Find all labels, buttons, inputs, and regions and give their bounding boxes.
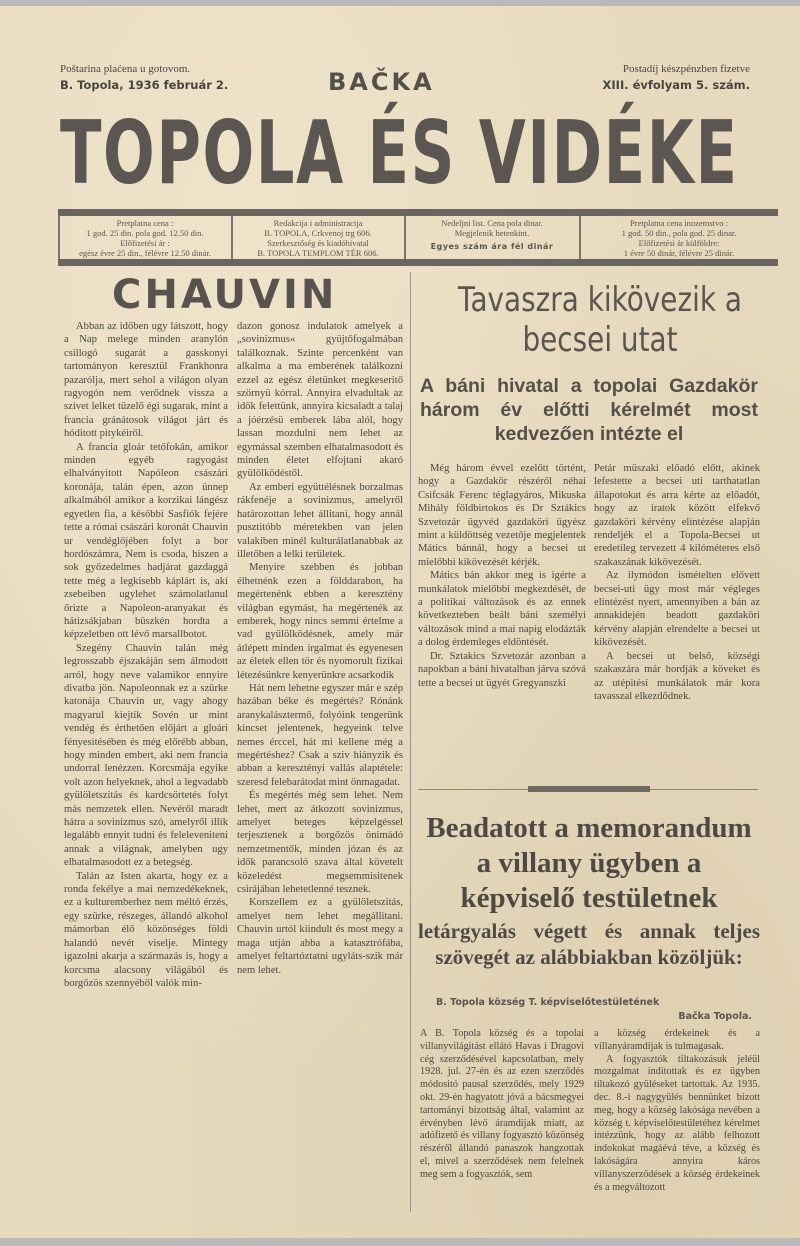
info-line: Megjelenik hetenkint.	[454, 228, 530, 238]
memorandum-column-2	[594, 1028, 760, 1194]
memorandum-subheadline: letárgyalás végett és annak teljes szövegét az alábbiakban közöljük:	[418, 919, 760, 969]
memorandum-column-1	[420, 1028, 584, 1182]
chauvin-headline: CHAUVIN	[112, 272, 338, 318]
info-line: Nedeljni list. Cena pola dinar.	[441, 218, 543, 228]
subscription-info-foreign	[581, 218, 777, 258]
tavasz-headline: Tavaszra kikövezik a becsei utat	[458, 280, 742, 360]
paragraph: Petár müszaki előadó előtt, akinek lefestette a becsei uti tarthatatlan állapotokat és arra kérte az előadót, hogy az iratok között elfekvő gazdaköri kérvény elintézése alapján rendeljék el a Topola-Becsei ut eredetileg tervezett 4 kilóméteres első szakaszának kikövezését.	[594, 463, 760, 568]
paragraph: A fogyasztók tiltakozásuk jeléül mozgalmat inditottak és ez ügyben tiltakozó gyüléseket tartottak. Az 1935. dec. 8.-i nagygyülés bennünket bizott meg, hogy a község lakósága nevében a község t. képviselőtestületéhez kérelmet intézzünk, hogy az alább felhozott indokokat magáévá téve, a község és lakóságára annyira káros villanyszerződések a község érdekeinek és a megváltozott	[594, 1053, 760, 1193]
price-info	[406, 218, 578, 252]
info-line: Előfizetési ár külföldre:	[638, 238, 720, 248]
tavasz-column-1	[418, 462, 586, 690]
info-line: Szerkesztőség és kiadóhivatal	[267, 238, 369, 248]
info-line: B. TOPOLA, Crkvenoj trg 606.	[264, 228, 372, 238]
paragraph: Még három évvel ezelőtt történt, hogy a Gazdakör részéről néhai Csifcsák Ferenc téglagyáros, Mikuska Mihály földbirtokos és Dr Sztákics Szvetozár ügyvéd gazdaköri ügyész mint a küldöttség vezetője megjelentek Mátics bánnál, hogy a becsei ut mielőbbi kikövezését kérjék.	[418, 463, 586, 568]
paragraph: dazon gonosz indulatok amelyek a „sovinizmus« gyüjtőfogalmában találkoznak. Szinte percenként van alkalma a ma emberének találkozni ezzel az egész életünket megkeseritő szörnyü kórral. Annyira elvadultak az idők felettünk, annyira kicsaladt a talaj a jóérzésü emberek lába alól, hogy lassan mozdulni nem lehet az egymással szemben elhatalmasodott és minden életet elfojtani akaró gyülölködéstől.	[237, 321, 403, 480]
volume-issue: XIII. évfolyam 5. szám.	[602, 78, 750, 92]
masthead-rule-bottom	[58, 259, 778, 266]
postage-note: Poštarina plaćena u gotovom.	[60, 63, 191, 75]
separator-ornament	[528, 786, 650, 792]
region-label: BAČKA	[328, 68, 435, 96]
single-copy-price: Egyes szám ára fél dinár	[430, 242, 554, 251]
newspaper-page	[0, 6, 800, 1238]
info-line: B. TOPOLA TEMPLOM TÉR 606.	[257, 248, 379, 258]
paragraph: Menyire szebben és jobban élhetnénk ezen a földdarabon, ha megértenénk ebben a keresztény világban egymást, ha megértenék az emberek, hogy nincs semmi értelme a vad gyülölködésnek, amely már átlépett minden irgalmat és egyenesen az életek ellen tör és nyomorult fizikai létezésünkre kenyerünkre acsarkodik	[237, 562, 403, 681]
info-line: Pretplatna cena inozemstvo :	[630, 218, 728, 228]
info-line: egész évre 25 din., félévre 12.50 dinár.	[79, 248, 211, 258]
paragraph: A francia gloár tetőfokán, amikor minden egyéb ragyogást elhalványitott Napóleon császári koronája, talán épen, azon ünnep alkalmából amikor a korzikai lángész egyetlen fia, a későbbi Sasfiók fejére tette a római császári koronát Chauvin ur vendéglőjében folyt a bor hordószámra, Nem is csoda, hiszen a sok győzedelmes hadjárat gazdaggá tette még a legkisebb káplárt is, aki zsebeiben ugylehet számolatlanul őrizte a Napoleon-aranyakat és hátizsákjaban büszkén hordta a képzeletben ott lévő marsallbotot.	[64, 441, 228, 641]
paragraph: És megértés még sem lehet. Nem lehet, mert az átkozott sovinizmus, amelyet beteges képzelgéssel terjesztenek a borgőzös önimádó nemzetmentők, minden józan és az idők parancsoló szava által követelt közeledést megsemmisitenek csirájában lehetetlenné tesznek.	[237, 790, 403, 896]
info-line: Redakcija i administracija	[273, 218, 363, 228]
chauvin-column-1	[64, 320, 228, 990]
paragraph: Talán az Isten akarta, hogy ez a ronda fekélye a mai nemzedékeknek, ez a kulturemberhez nem méltó érzés, egy szürke, részeges, állandó alkohol mámorban élő közönséges földi halandó nevét viselje. Mintegy igazolni akarja a származás is, hogy a korcsma alacsony világából és borgőzös szennyéből valók min-	[64, 870, 228, 989]
column-divider	[410, 272, 411, 1212]
paragraph: Szegény Chauvin talán még legrosszabb éjszakáján sem álmodott arról, hogy neve valamikor ennyire divatba jön. Napoleonnak ez a szürke katonája Chauvin ur, vagy ahogy magyarul kiejtik Sovén ur mint vendég és érthetően előjárt a gloári fényesitésében és még előrébb abban, hogy minden embert, aki nem francia undorral lenézzen. Korcsmája egyike volt azon helyeknek, ahol a legvadabb gyülöletszitás és kardcsörtetés folyt más nemzetek ellen. Nevéről maradt hátra a sovinizmus szó, amelyről illik legalább ennyit tudni és feleleveniteni annak a világnak, amelyben ugy elhatalmasodott ez a betegség.	[64, 642, 228, 869]
paragraph: Abban az időben ugy látszott, hogy a Nap melege minden aranylón csillogó sugarát a gasskonyi tartományon keresztül Frankhonra pazarólja, mert sehol a világon olyan ragyogón nem verődnek vissza a szivet lelket tüzelő égi sugarak, mint a francia gránátosok világot járt és hóditott pitykéiről.	[64, 321, 228, 440]
paragraph: A becsei ut belső, községi szakaszára már hordják a köveket és az utépitési munkálatok már kora tavasszal elkezdődnek.	[594, 650, 760, 702]
chauvin-column-2	[237, 320, 403, 977]
memorandum-headline: Beadatott a memorandum a villany ügyben a képviselő testületnek	[426, 812, 752, 914]
info-line: Pretplatna cena :	[116, 218, 174, 228]
subscription-info-domestic	[60, 218, 230, 258]
tavasz-subheadline: A báni hivatal a topolai Gazdakör három év előtti kérelmét most kedvezően intézte el	[420, 375, 758, 445]
info-line: 1 god. 50 din., pola god. 25 dinar.	[621, 228, 737, 238]
paragraph: a község érdekeinek és a villanyáramdijak is tulmagasak.	[594, 1028, 760, 1052]
editorial-office-info	[233, 218, 403, 258]
postage-paid-note: Postadíj készpénzben fizetve	[622, 63, 750, 75]
paragraph: Dr. Sztakics Szvetozár azonban a napokban a báni hivatalban járva szóvá tette a becsei ut ügyét Gregyanszki	[418, 650, 586, 689]
issue-date: B. Topola, 1936 február 2.	[60, 78, 229, 92]
paragraph: Hát nem lehetne egyszer már e szép hazában béke és megértés? Rónánk aranykalásztermő, folyóink tengerünk kincset jelentenek, hegyeink telve nemes érccel, hát mi kellene még a megértéshez? Csak a sziv hiányzik és abban a keresztényi vallás alaptétele: szeresd felebarátodat mint önmagadat.	[237, 682, 403, 788]
paragraph: Korszellem ez a gyülöletszitás, amelyet nem lehet megállitani. Chauvin urtól kiindult és most megy a maga utján abba a katasztrófába, amelyet feltartóztatni ugyláts-szik már nem lehet.	[237, 897, 403, 976]
paragraph: Mátics bán akkor meg is igérte a munkálatok mielőbbi megkezdését, de a politikai változások és az ennek következteben beált báni személyi változások mind a mai napig elodázták a dolog érdemleges eldöntését.	[418, 570, 586, 649]
info-line: 1 god. 25 din. pola god. 12.50 din.	[86, 228, 204, 238]
masthead-rule-top	[58, 209, 778, 216]
info-line: 1 évre 50 dinár, félévre 25 dinár.	[623, 248, 735, 258]
tavasz-column-2	[594, 462, 760, 703]
paragraph: A B. Topola község és a topolai villanyvilágitást ellátó Havas i Dragovi cég szerződésével kapcsolatban, mely 1928. jul. 27-én és az ezen szerződés módositó pausal szerződés, mely 1929 okt. 29-én hagyatott jóvá a bácsmegyei tartományi bizottság által, valamint az érvényben lévő áramdijak miatt, az adófizető és villany fogyasztó közönség részéről állandó panaszok hangzottak el, mivel a szerződések nem felelnek meg sem a fogyasztók, sem	[420, 1028, 584, 1180]
address-line-1: B. Topola község T. képviselőtestületének	[436, 997, 660, 1008]
newspaper-title: TOPOLA ÉS VIDÉKE	[60, 103, 739, 205]
paragraph: Az ilymódon ismételten elővett becsei-uti ügy most már végleges elintézést nyert, amennyiben a bán az annakidején beadott gazdaköri kérvény alapján elrendelte a becsei ut kikövezését.	[594, 570, 760, 649]
info-line: Előfizetési ár :	[120, 238, 170, 248]
address-line-2: Bačka Topola.	[678, 1011, 752, 1022]
paragraph: Az emberi együttélésnek borzalmas rákfenéje a sovinizmus, amelyről határozottan lehet állitani, hogy annál pusztitóbb méretekben van jelen valakiben minél kulturálatlanabbak az illetőben a lelki területek.	[237, 481, 403, 560]
